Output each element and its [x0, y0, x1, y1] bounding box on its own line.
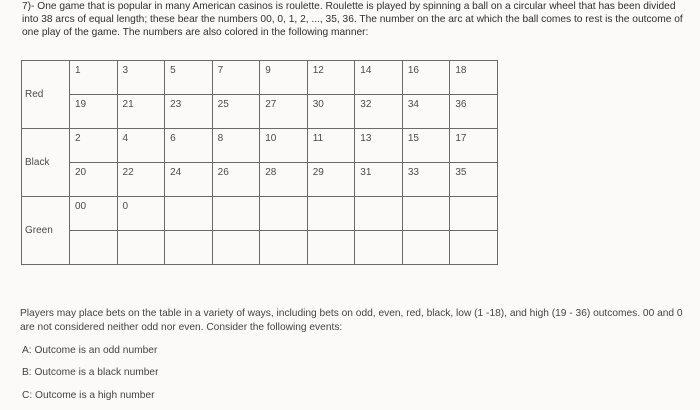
table-cell [402, 197, 450, 231]
table-cell: 4 [117, 129, 165, 163]
table-cell [212, 197, 260, 231]
table-cell: 30 [307, 95, 355, 129]
table-cell: 00 [70, 197, 118, 231]
event-c: C: Outcome is a high number [22, 390, 155, 401]
event-a: A: Outcome is an odd number [22, 345, 158, 356]
table-cell [70, 231, 118, 265]
table-cell: 8 [212, 129, 260, 163]
table-cell [165, 231, 213, 265]
table-cell: 16 [402, 61, 450, 95]
table-cell: 31 [355, 163, 403, 197]
table-cell: 11 [307, 129, 355, 163]
table-cell: 6 [165, 129, 213, 163]
table-row [22, 197, 498, 231]
table-cell [307, 231, 355, 265]
table-cell: 18 [450, 61, 498, 95]
roulette-table [21, 60, 498, 265]
table-row [22, 163, 498, 197]
table-cell: 36 [450, 95, 498, 129]
table-cell: 35 [450, 163, 498, 197]
table-cell [402, 231, 450, 265]
table-cell: 12 [307, 61, 355, 95]
table-cell: 0 [117, 197, 165, 231]
table-row [22, 129, 498, 163]
table-cell [307, 197, 355, 231]
table-cell: 17 [450, 129, 498, 163]
table-cell: 2 [70, 129, 118, 163]
table-cell: 24 [165, 163, 213, 197]
table-cell [212, 231, 260, 265]
table-cell: 27 [260, 95, 308, 129]
table-row [22, 95, 498, 129]
table-cell: 7 [212, 61, 260, 95]
row-label-black: Black [22, 129, 70, 197]
table-cell [260, 231, 308, 265]
table-cell: 19 [70, 95, 118, 129]
betting-description: Players may place bets on the table in a variety of ways, including bets on odd, even, red, black, low (1 -18), and high (19 - 36) outcomes. 00 and 0 are not considered neither odd nor even. Consider the following events: [20, 308, 683, 333]
table-cell: 3 [117, 61, 165, 95]
table-cell: 21 [117, 95, 165, 129]
table-cell [117, 231, 165, 265]
table-cell [260, 197, 308, 231]
table-cell: 14 [355, 61, 403, 95]
table-cell: 32 [355, 95, 403, 129]
table-cell [450, 197, 498, 231]
table-cell: 10 [260, 129, 308, 163]
table-cell: 1 [70, 61, 118, 95]
problem-intro: 7)- One game that is popular in many American casinos is roulette. Roulette is played by spinning a ball on a circular wheel that has been divided into 38 arcs of equal length; these bear the numbers 00, 0, 1, 2, ..., 35, 36. The number on the arc at which the ball comes to rest is the outcome of one play of the game. The numbers are also colored in the following manner: [22, 1, 683, 39]
table-cell: 28 [260, 163, 308, 197]
table-cell: 13 [355, 129, 403, 163]
table-cell: 26 [212, 163, 260, 197]
table-cell [355, 197, 403, 231]
row-label-green: Green [22, 197, 70, 265]
table-cell [450, 231, 498, 265]
event-b: B: Outcome is a black number [22, 367, 159, 378]
table-row [22, 61, 498, 95]
table-cell: 25 [212, 95, 260, 129]
table-cell: 9 [260, 61, 308, 95]
table-cell [165, 197, 213, 231]
row-label-red: Red [22, 61, 70, 129]
table-cell [355, 231, 403, 265]
table-cell: 15 [402, 129, 450, 163]
table-cell: 34 [402, 95, 450, 129]
table-cell: 33 [402, 163, 450, 197]
table-cell: 23 [165, 95, 213, 129]
roulette-color-table [21, 60, 498, 258]
table-cell: 20 [70, 163, 118, 197]
table-cell: 5 [165, 61, 213, 95]
table-cell: 29 [307, 163, 355, 197]
table-cell: 22 [117, 163, 165, 197]
table-row [22, 231, 498, 265]
